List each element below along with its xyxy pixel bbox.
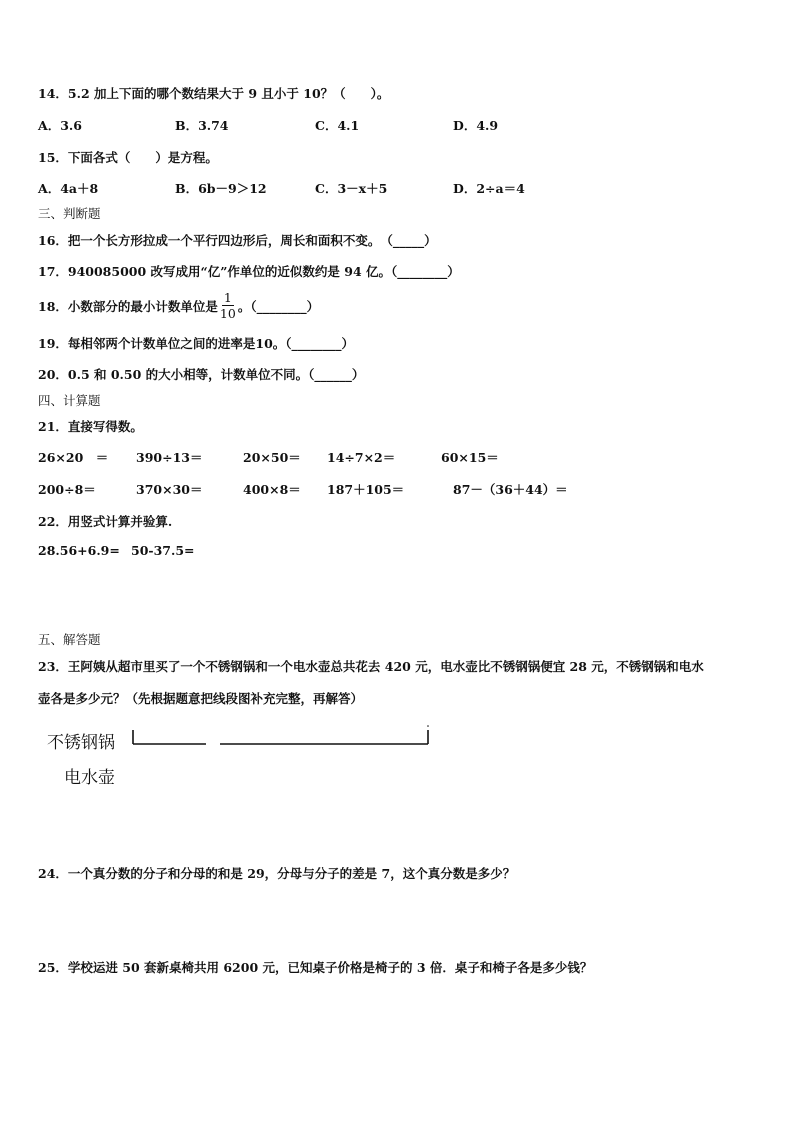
q14-option-d[interactable]: D．4.9 xyxy=(453,118,499,133)
q19-text: 19．每相邻两个计数单位之间的进率是10。（________） xyxy=(38,336,355,351)
q14-option-b[interactable]: B．3.74 xyxy=(175,118,229,133)
q15-option-a[interactable]: A．4a＋8 xyxy=(38,181,99,196)
q21-row2-item1: 200÷8＝ xyxy=(38,482,96,497)
q14-option-c[interactable]: C．4.1 xyxy=(315,118,360,133)
q21-row1-item3: 20×50＝ xyxy=(243,450,301,465)
q18-fraction-numerator: 1 xyxy=(223,290,232,305)
q22-stem: 22．用竖式计算并验算. xyxy=(38,514,173,529)
q21-row2-item2: 370×30＝ xyxy=(136,482,203,497)
q20-text: 20．0.5 和 0.50 的大小相等，计数单位不同。（______） xyxy=(38,367,365,382)
q21-row1-item5: 60×15＝ xyxy=(441,450,499,465)
q14-option-a[interactable]: A．3.6 xyxy=(38,118,82,133)
q18-prefix: 18．小数部分的最小计数单位是 xyxy=(38,298,218,314)
q15-option-b[interactable]: B．6b－9＞12 xyxy=(175,181,267,196)
segment-label-pot: 不锈钢锅 xyxy=(47,733,115,753)
segment-diagram-pot xyxy=(128,722,438,752)
q24-text: 24．一个真分数的分子和分母的和是 29，分母与分子的差是 7，这个真分数是多少？ xyxy=(38,866,516,881)
section-heading-answers: 五、解答题 xyxy=(38,632,101,647)
q25-text: 25．学校运进 50 套新桌椅共用 6200 元，已知桌子价格是椅子的 3 倍．桌子和椅子各是多少钱？ xyxy=(38,960,593,975)
q21-row2-item3: 400×8＝ xyxy=(243,482,301,497)
q21-stem: 21．直接写得数。 xyxy=(38,419,143,434)
q15-option-d[interactable]: D．2÷a＝4 xyxy=(453,181,525,196)
section-heading-judgement: 三、判断题 xyxy=(38,206,101,221)
q14-stem: 14．5.2 加上下面的哪个数结果大于 9 且小于 10？（ ）。 xyxy=(38,86,390,101)
section-heading-calculation: 四、计算题 xyxy=(38,393,101,408)
q15-stem: 15．下面各式（ ）是方程。 xyxy=(38,150,218,165)
q21-row1-item1: 26×20 ＝ xyxy=(38,450,109,465)
q18-suffix: 。（________） xyxy=(237,298,320,314)
segment-label-kettle: 电水壶 xyxy=(64,768,115,788)
q21-row2-item5: 87－（36＋44）＝ xyxy=(453,482,568,497)
q22-item2: 50-37.5= xyxy=(131,543,195,558)
q16-text: 16．把一个长方形拉成一个平行四边形后，周长和面积不变。 （_____） xyxy=(38,233,437,248)
q18-fraction xyxy=(220,290,236,321)
q21-row1-item4: 14÷7×2＝ xyxy=(327,450,396,465)
q15-option-c[interactable]: C．3－x＋5 xyxy=(315,181,388,196)
q18-fraction-denominator: 10 xyxy=(219,306,236,321)
q23-line2: 壶各是多少元？（先根据题意把线段图补充完整，再解答） xyxy=(38,691,364,706)
q22-item1: 28.56+6.9= xyxy=(38,543,120,558)
q18-text xyxy=(38,290,319,321)
q21-row2-item4: 187＋105＝ xyxy=(327,482,405,497)
q21-row1-item2: 390÷13＝ xyxy=(136,450,203,465)
q17-text: 17．940085000 改写成用“亿”作单位的近似数约是 94 亿。（________） xyxy=(38,264,460,279)
q23-line1: 23．王阿姨从超市里买了一个不锈钢锅和一个电水壶总共花去 420 元，电水壶比不锈钢锅便宜 28 元，不锈钢锅和电水 xyxy=(38,659,704,674)
